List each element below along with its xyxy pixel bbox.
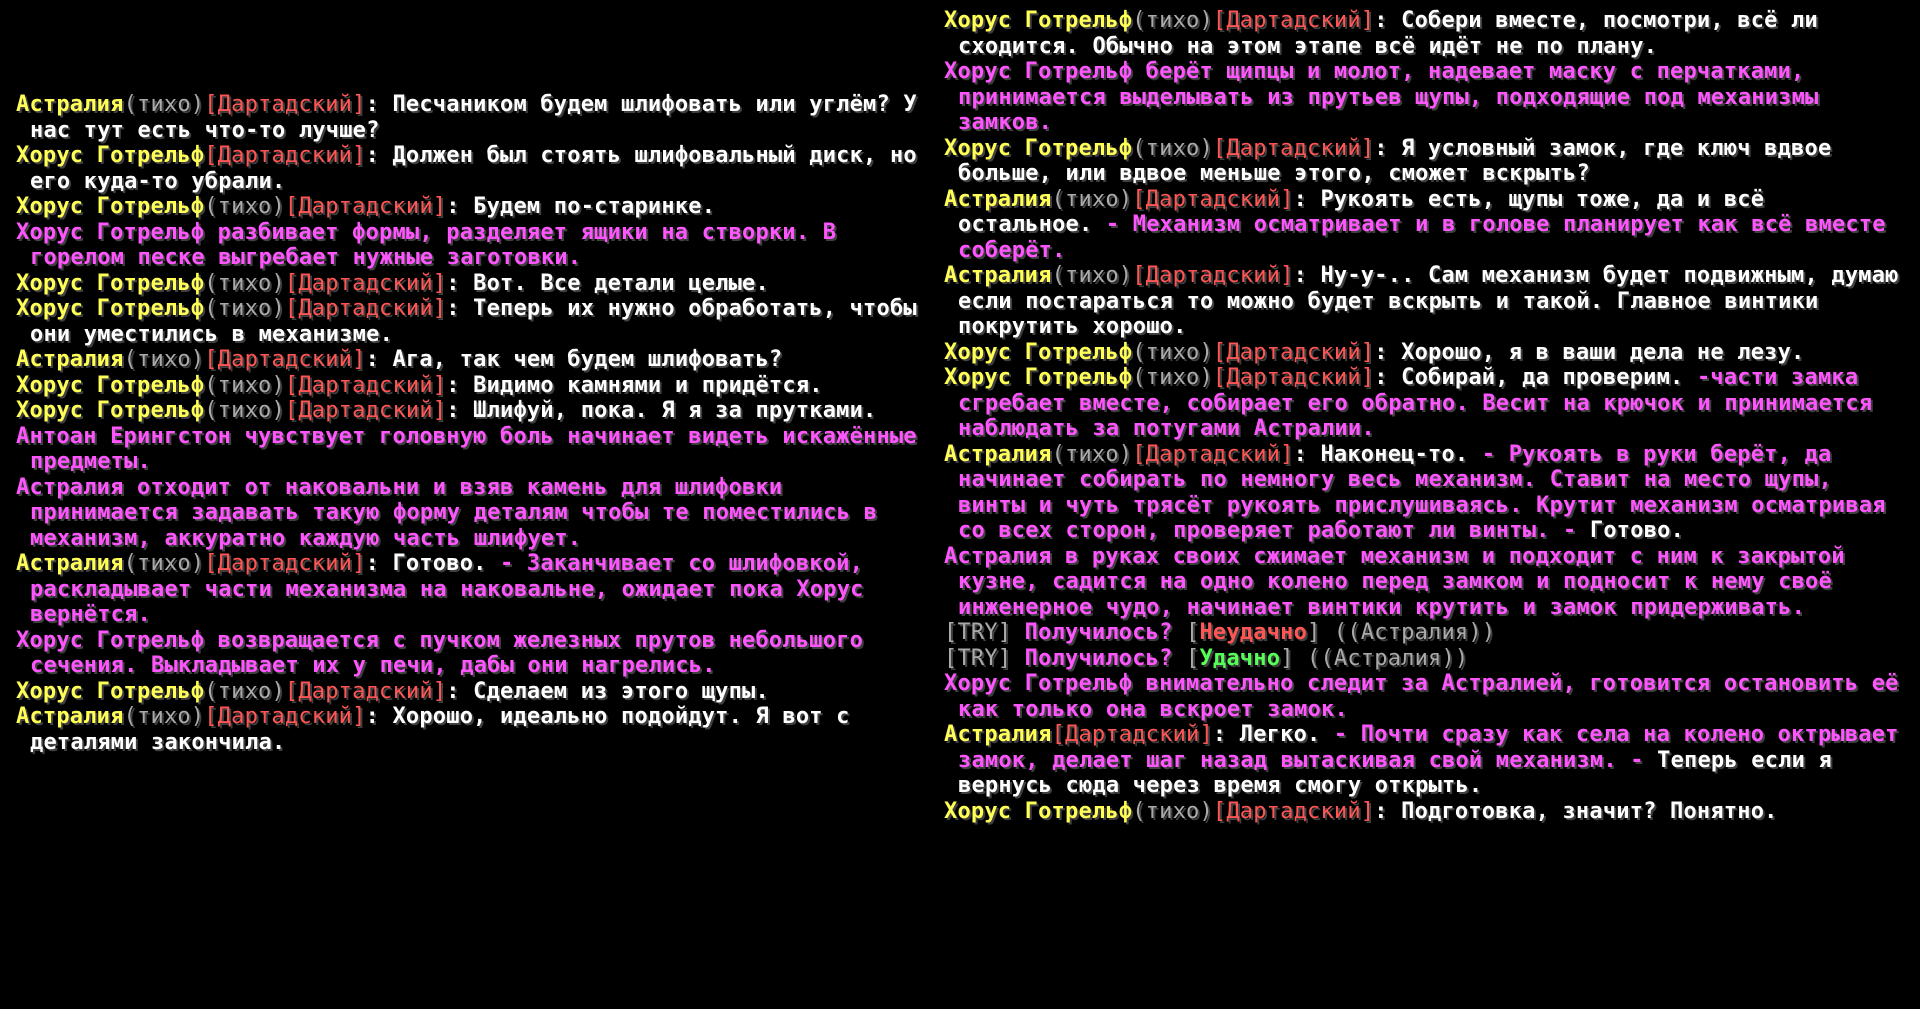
language-tag: [Дартадский] [204, 143, 366, 168]
language-tag: [Дартадский] [284, 270, 447, 296]
language-tag: [Дартадский] [284, 296, 447, 321]
action-text: Астралия отходит от наковальни и взяв камень для шлифовки принимается задавать такую форму деталям чтобы те поместились в механизм, аккуратно каждую часть шлифует. [16, 474, 878, 551]
language-tag: [Дартадский] [284, 398, 447, 423]
action-text: Хорус Готрельф берёт щипцы и молот, надевает маску с перчатками, принимается выделывать из прутьев щупы, подходящие под механизмы замков. [944, 59, 1819, 135]
chat-column-left [16, 92, 936, 755]
language-tag: [Дартадский] [1132, 263, 1294, 288]
action-text: Получилось? [1024, 620, 1187, 645]
volume-tag: (тихо) [123, 347, 205, 372]
language-tag: [Дартадский] [1132, 441, 1294, 467]
language-tag: [Дартадский] [204, 704, 366, 729]
chat-message [16, 194, 936, 220]
player-name: Астралия [944, 722, 1052, 747]
message-text: Теперь если я вернусь сюда через время смогу открыть. [958, 747, 1832, 798]
action-text: - Рукоять в руки берёт, да начинает собирать по немногу весь механизм. Ставит на место щупы, винты и чуть трясёт рукоять прислушиваясь. Крутит механизм осматривая со всех сторон, проверяет работают ли винты. - [958, 441, 1886, 543]
player-name: Хорус Готрельф [16, 143, 205, 168]
player-name: Хорус Готрельф [16, 194, 205, 219]
language-tag: [Дартадский] [204, 347, 366, 372]
volume-tag: (тихо) [1132, 365, 1213, 390]
message-text: : Будем по-старинке. [446, 194, 716, 219]
language-tag: [Дартадский] [1212, 135, 1375, 161]
volume-tag: (тихо) [204, 270, 285, 296]
message-text: : Сделаем из этого щупы. [446, 678, 769, 704]
chat-message [16, 551, 936, 628]
player-name: Хорус Готрельф [16, 372, 205, 398]
chat-message [944, 722, 1910, 799]
roll-bracket: [ [1186, 620, 1200, 645]
message-text: Готово. [1589, 518, 1685, 543]
volume-tag: (тихо) [123, 551, 205, 576]
chat-message [16, 296, 936, 347]
language-tag: [Дартадский] [284, 678, 447, 704]
message-text: : Вот. Все детали целые. [446, 270, 769, 296]
volume-tag: (тихо) [123, 92, 205, 117]
player-name: Астралия [16, 551, 124, 576]
volume-tag: (тихо) [1132, 339, 1213, 365]
chat-message [944, 646, 1910, 672]
player-name: Хорус Готрельф [16, 398, 205, 423]
language-tag: [Дартадский] [1132, 186, 1294, 212]
action-text: Хорус Готрельф внимательно следит за Астралией, готовится остановить её как только она вскроет замок. [944, 671, 1899, 722]
chat-message [944, 8, 1910, 59]
volume-tag: (тихо) [1051, 263, 1133, 288]
language-tag: [Дартадский] [204, 551, 366, 576]
message-text: : Наконец-то. [1293, 441, 1482, 467]
chat-message [16, 220, 936, 271]
chat-message [16, 424, 936, 475]
action-text: - Почти сразу как села на колено октрывает замок, делает шаг назад вытаскивая свой механизм. - [958, 722, 1899, 773]
chat-message [944, 263, 1910, 340]
roll-bracket: [ [1186, 645, 1200, 671]
player-name: Астралия [16, 704, 124, 729]
message-text: : Я условный замок, где ключ вдвое больше, или вдвое меньше этого, сможет вскрыть? [958, 135, 1832, 186]
chat-message [944, 799, 1910, 825]
player-name: Астралия [944, 263, 1052, 288]
language-tag: [Дартадский] [1212, 798, 1375, 824]
player-name: Хорус Готрельф [16, 678, 205, 704]
chat-column-right [944, 8, 1910, 824]
message-text: : Должен был стоять шлифовальный диск, но его куда-то убрали. [30, 143, 917, 194]
player-name: Хорус Готрельф [944, 8, 1133, 33]
message-text: : Рукоять есть, щупы тоже, да и всё остальное. [958, 186, 1765, 237]
chat-message [16, 271, 936, 297]
language-tag: [Дартадский] [1212, 8, 1375, 33]
message-text: : Легко. [1212, 722, 1334, 747]
player-name: Астралия [16, 92, 124, 117]
chat-message [16, 373, 936, 399]
player-name: Хорус Готрельф [944, 339, 1133, 365]
volume-tag: (тихо) [1132, 135, 1213, 161]
volume-tag: (тихо) [204, 296, 285, 321]
player-name: Хорус Готрельф [944, 798, 1133, 824]
chat-message [16, 704, 936, 755]
roll-bracket: [TRY] [944, 620, 1025, 645]
player-name: Хорус Готрельф [16, 270, 205, 296]
action-text: Антоан Ерингстон чувствует головную боль начинает видеть искажённые предметы. [16, 423, 917, 474]
message-text: : Ага, так чем будем шлифовать? [365, 347, 783, 372]
volume-tag: (тихо) [204, 678, 285, 704]
action-text: Хорус Готрельф возвращается с пучком железных прутов небольшого сечения. Выкладывает их у печи, дабы они нагрелись. [16, 627, 864, 678]
volume-tag: (тихо) [204, 194, 285, 219]
player-name: Хорус Готрельф [16, 296, 205, 321]
chat-message [16, 92, 936, 143]
chat-message [16, 143, 936, 194]
language-tag: [Дартадский] [1212, 365, 1375, 390]
player-name: Хорус Готрельф [944, 365, 1133, 390]
message-text: : Видимо камнями и придётся. [446, 372, 823, 398]
action-text: Получилось? [1024, 645, 1187, 671]
action-text: - Механизм осматривает и в голове планирует как всё вместе соберёт. [958, 212, 1886, 263]
roll-bracket: [TRY] [944, 645, 1025, 671]
action-text: Астралия в руках своих сжимает механизм и подходит с ним к закрытой кузне, садится на одно колено перед замком и подносит к нему своё инженерное чудо, начинает винтики крутить и замок придерживать. [944, 543, 1845, 620]
chat-message [944, 620, 1910, 646]
volume-tag: (тихо) [123, 704, 205, 729]
player-name: Хорус Готрельф [944, 135, 1133, 161]
chat-message [944, 136, 1910, 187]
action-text: - Заканчивает со шлифовкой, раскладывает части механизма на наковальне, ожидает пока Хорус вернётся. [30, 551, 864, 627]
chat-message [944, 340, 1910, 366]
action-text: Хорус Готрельф разбивает формы, разделяет ящики на створки. В горелом песке выгребает нужные заготовки. [16, 219, 837, 270]
chat-message [16, 628, 936, 679]
chat-message [16, 475, 936, 552]
message-text: : Собирай, да проверим. [1374, 365, 1697, 390]
message-text: : Песчаником будем шлифовать или углём? У нас тут есть что-то лучше? [30, 92, 917, 143]
message-text: : Готово. [365, 551, 501, 576]
message-text: : Хорошо, я в ваши дела не лезу. [1374, 339, 1805, 365]
player-name: Астралия [944, 441, 1052, 467]
chat-message [944, 544, 1910, 621]
language-tag: [Дартадский] [204, 92, 366, 117]
message-text: : Собери вместе, посмотри, всё ли сходится. Обычно на этом этапе всё идёт не по плану. [958, 8, 1818, 59]
player-name: Астралия [944, 186, 1052, 212]
action-text: -части замка сгребает вместе, собирает его обратно. Весит на крючок и принимается наблюдать за потугами Астралии. [958, 365, 1873, 441]
chat-message [944, 442, 1910, 544]
message-text: : Подготовка, значит? Понятно. [1374, 798, 1778, 824]
volume-tag: (тихо) [204, 398, 285, 423]
chat-message [16, 347, 936, 373]
language-tag: [Дартадский] [1212, 339, 1375, 365]
chat-message [944, 59, 1910, 136]
volume-tag: (тихо) [1051, 441, 1133, 467]
chat-message [944, 671, 1910, 722]
volume-tag: (тихо) [1132, 8, 1213, 33]
language-tag: [Дартадский] [284, 194, 447, 219]
message-text: : Теперь их нужно обработать, чтобы они уместились в механизме. [30, 296, 917, 347]
message-text: : Шлифуй, пока. Я я за прутками. [446, 398, 877, 423]
player-name: Астралия [16, 347, 124, 372]
volume-tag: (тихо) [1132, 798, 1213, 824]
message-text: : Хорошо, идеально подойдут. Я вот с деталями закончила. [30, 704, 850, 755]
chat-message [16, 679, 936, 705]
chat-message [944, 187, 1910, 264]
volume-tag: (тихо) [1051, 186, 1133, 212]
chat-message [944, 365, 1910, 442]
chat-message [16, 398, 936, 424]
language-tag: [Дартадский] [284, 372, 447, 398]
roll-success: Удачно [1199, 645, 1281, 671]
roll-bracket: ] ((Астралия)) [1280, 645, 1469, 671]
language-tag: [Дартадский] [1051, 722, 1213, 747]
volume-tag: (тихо) [204, 372, 285, 398]
roll-bracket: ] ((Астралия)) [1307, 620, 1496, 645]
roll-fail: Неудачно [1199, 620, 1308, 645]
message-text: : Ну-у-.. Сам механизм будет подвижным, думаю если постараться то можно будет вскрыть и такой. Главное винтики покрутить хорошо. [958, 263, 1899, 339]
